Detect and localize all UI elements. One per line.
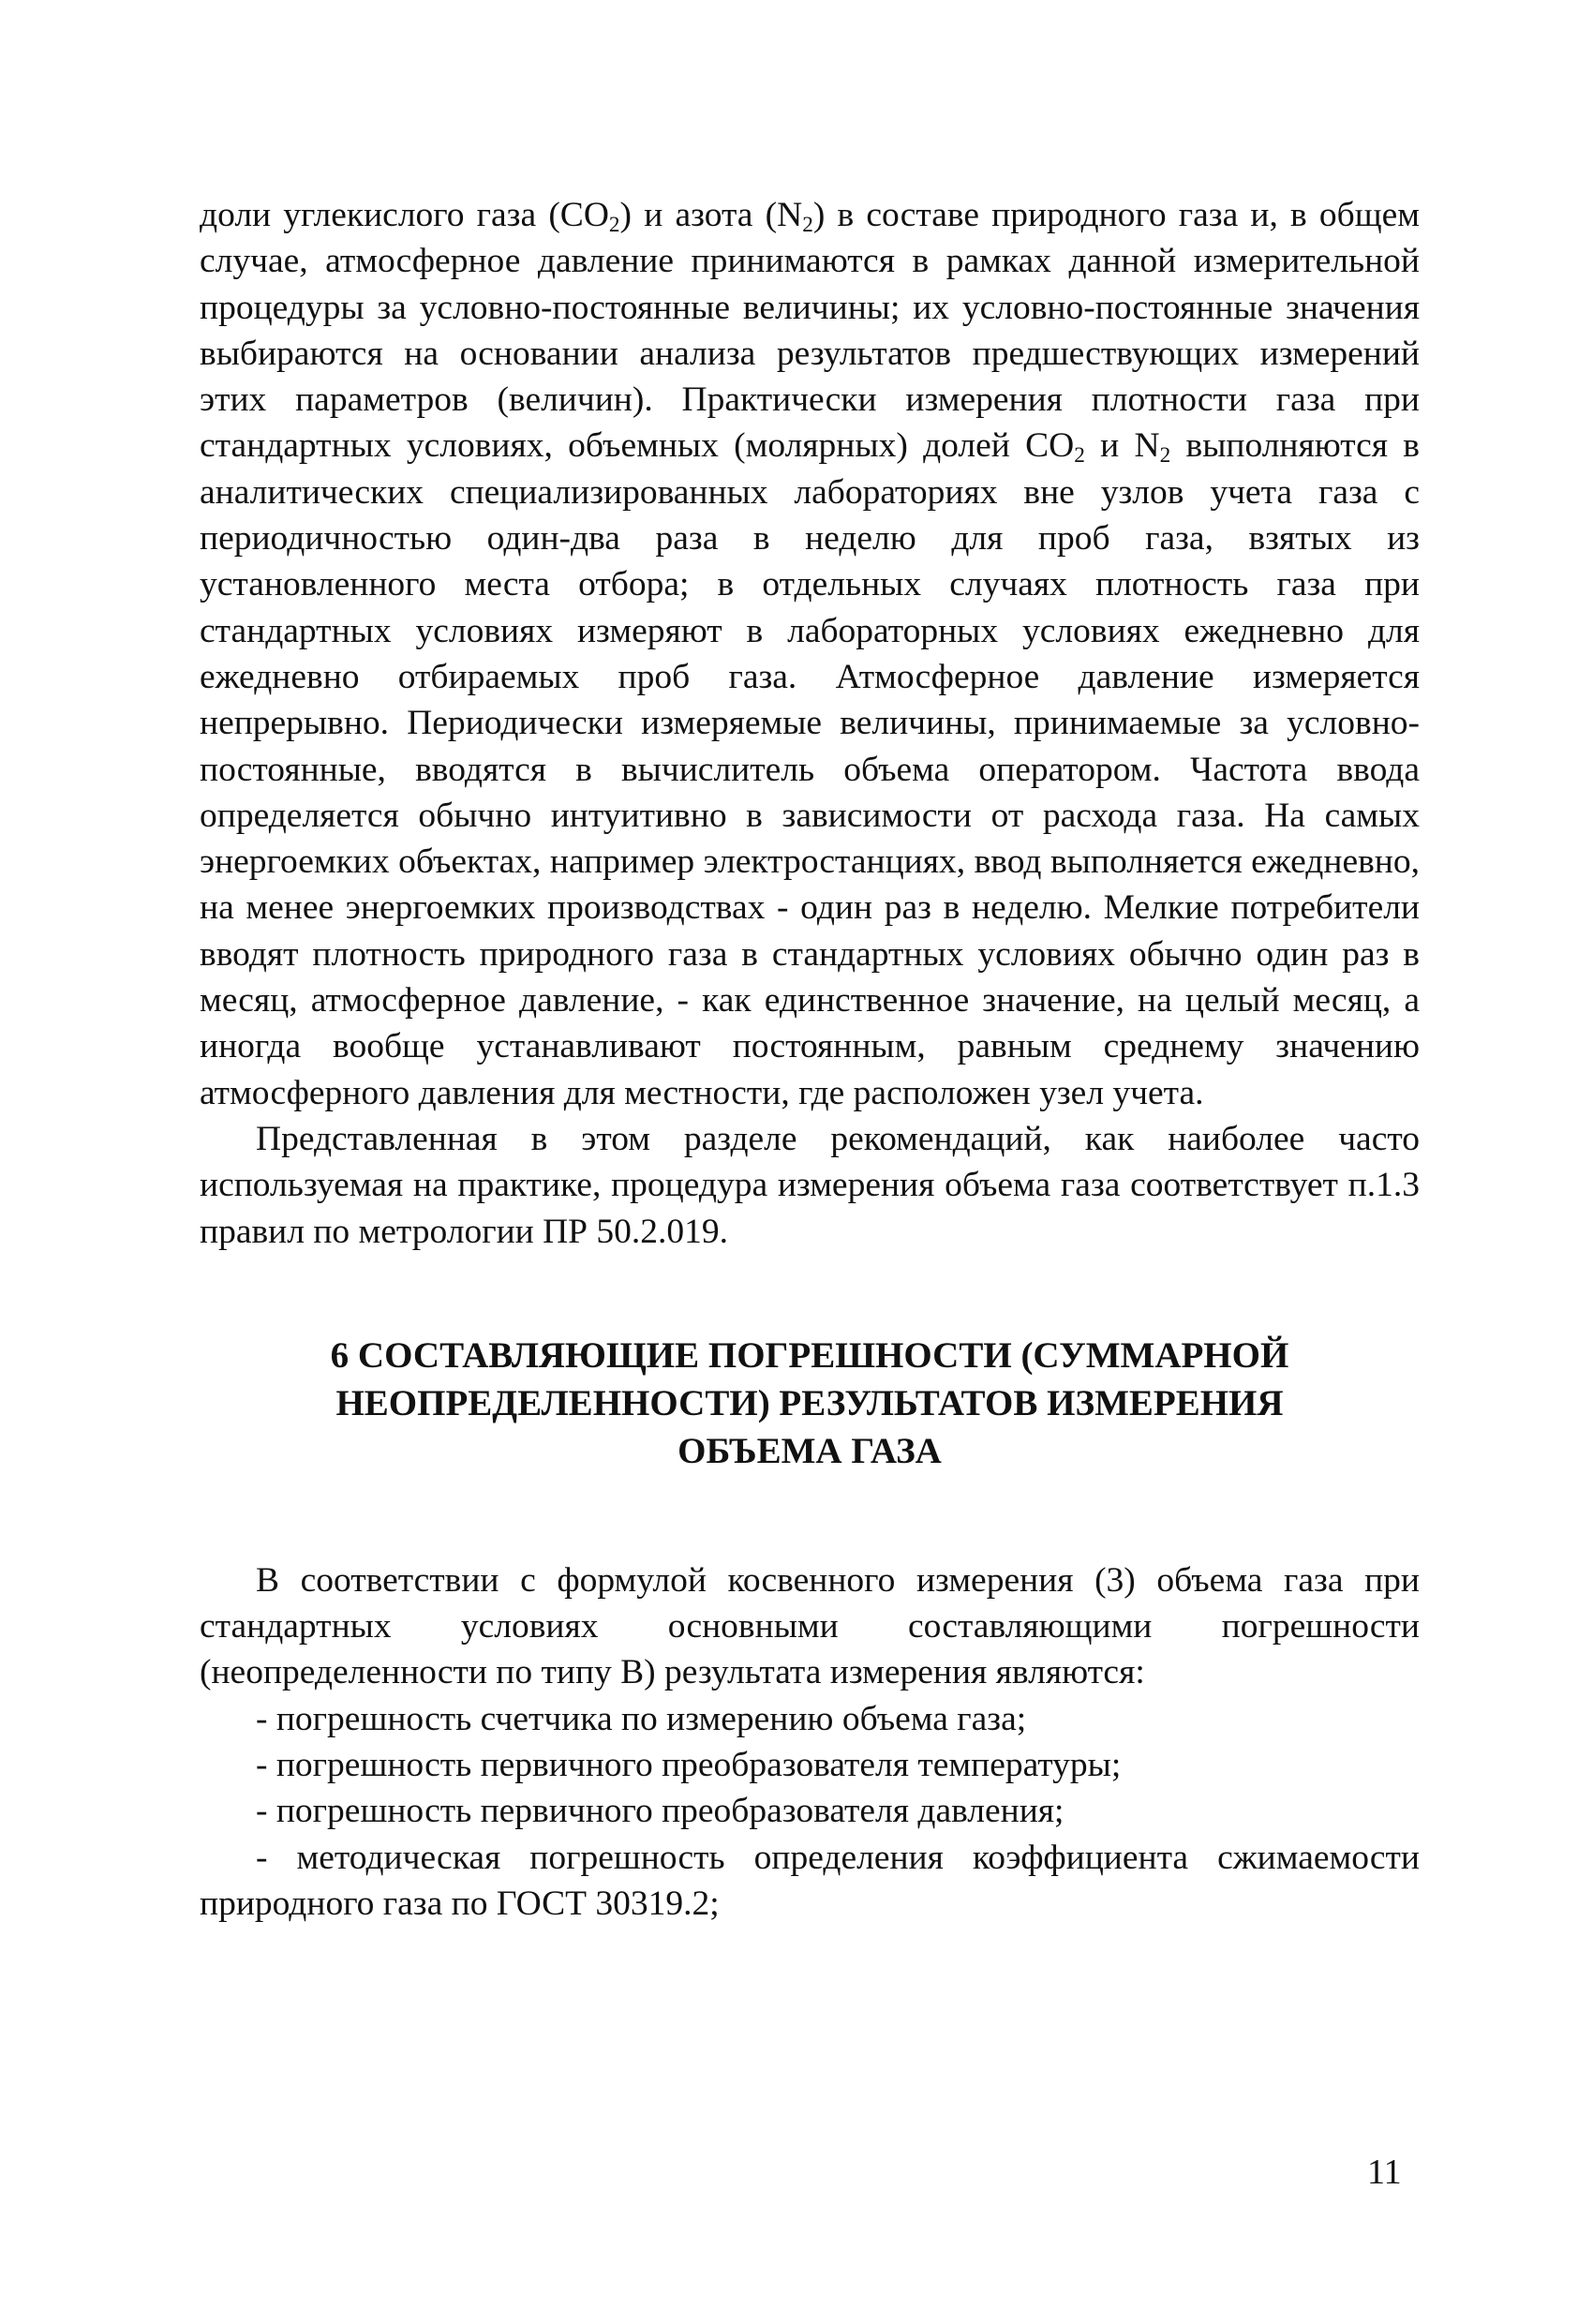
paragraph-text: доли углекислого газа (CO — [200, 196, 609, 234]
list-item: - погрешность счетчика по измерению объема газа; — [256, 1699, 1027, 1738]
page-content — [200, 192, 1420, 1927]
list-item: - методическая погрешность определения коэффициента сжимаемости природного газа по ГОСТ 30319.2; — [200, 1838, 1420, 1923]
page-number: 11 — [1367, 2153, 1402, 2192]
subscript: 2 — [1159, 443, 1171, 469]
heading-line: 6 СОСТАВЛЯЮЩИЕ ПОГРЕШНОСТИ (СУММАРНОЙ — [330, 1334, 1289, 1376]
paragraph-text: ) в составе природного газа и, в общем случае, атмосферное давление принимаются в рамках данной измерительной процедуры за условно-постоянные величины; их условно-постоянные значения выбираются на основании анализа результатов предшествующих измерений этих параметров (величин). Практически измерения плотности газа при стандартных условиях, объемных (молярных) долей CO — [200, 196, 1421, 466]
list-item: - погрешность первичного преобразователя температуры; — [256, 1746, 1122, 1785]
section-heading — [200, 1332, 1420, 1475]
subscript: 2 — [1074, 443, 1085, 469]
heading-line: ОБЪЕМА ГАЗА — [677, 1430, 942, 1471]
heading-line: НЕОПРЕДЕЛЕННОСТИ) РЕЗУЛЬТАТОВ ИЗМЕРЕНИЯ — [335, 1382, 1284, 1423]
paragraph-text: выполняются в аналитических специализированных лабораториях вне узлов учета газа с периодичностью один-два раза в неделю для проб газа, взятых из установленного места отбора; в отдельных случаях плотность газа при стандартных условиях измеряют в лабораторных условиях ежедневно для ежедневно отбираемых проб газа. Атмосферное давление измеряется непрерывно. Периодически измеряемые величины, принимаемые за условно-постоянные, вводятся в вычислитель объема оператором. Частота ввода определяется обычно интуитивно в зависимости от расхода газа. На самых энергоемких объектах, например электростанциях, ввод выполняется ежедневно, на менее энергоемких производствах - один раз в неделю. Мелкие потребители вводят плотность природного газа в стандартных условиях обычно один раз в месяц, атмосферное давление, - как единственное значение, на целый месяц, а иногда вообще устанавливают постоянным, равным среднему значению атмосферного давления для местности, где расположен узел учета. — [200, 426, 1420, 1112]
paragraph-text: ) и азота (N — [619, 196, 803, 234]
list-item: - погрешность первичного преобразователя давления; — [256, 1792, 1064, 1831]
paragraph-gas-parameters — [200, 192, 1420, 1116]
error-components-list — [200, 1696, 1420, 1927]
subscript: 2 — [608, 212, 620, 237]
paragraph-procedure-reference: Представленная в этом разделе рекомендаций, как наиболее часто используемая на практике, процедура измерения объема газа соответствует п.1.3 правил по метрологии ПР 50.2.019. — [200, 1119, 1420, 1251]
paragraph-text: и N — [1084, 426, 1160, 466]
subscript: 2 — [802, 212, 813, 237]
paragraph-error-components: В соответствии с формулой косвенного измерения (3) объема газа при стандартных условиях основными составляющими погрешности (неопределенности по типу B) результата измерения являются: — [200, 1560, 1420, 1692]
